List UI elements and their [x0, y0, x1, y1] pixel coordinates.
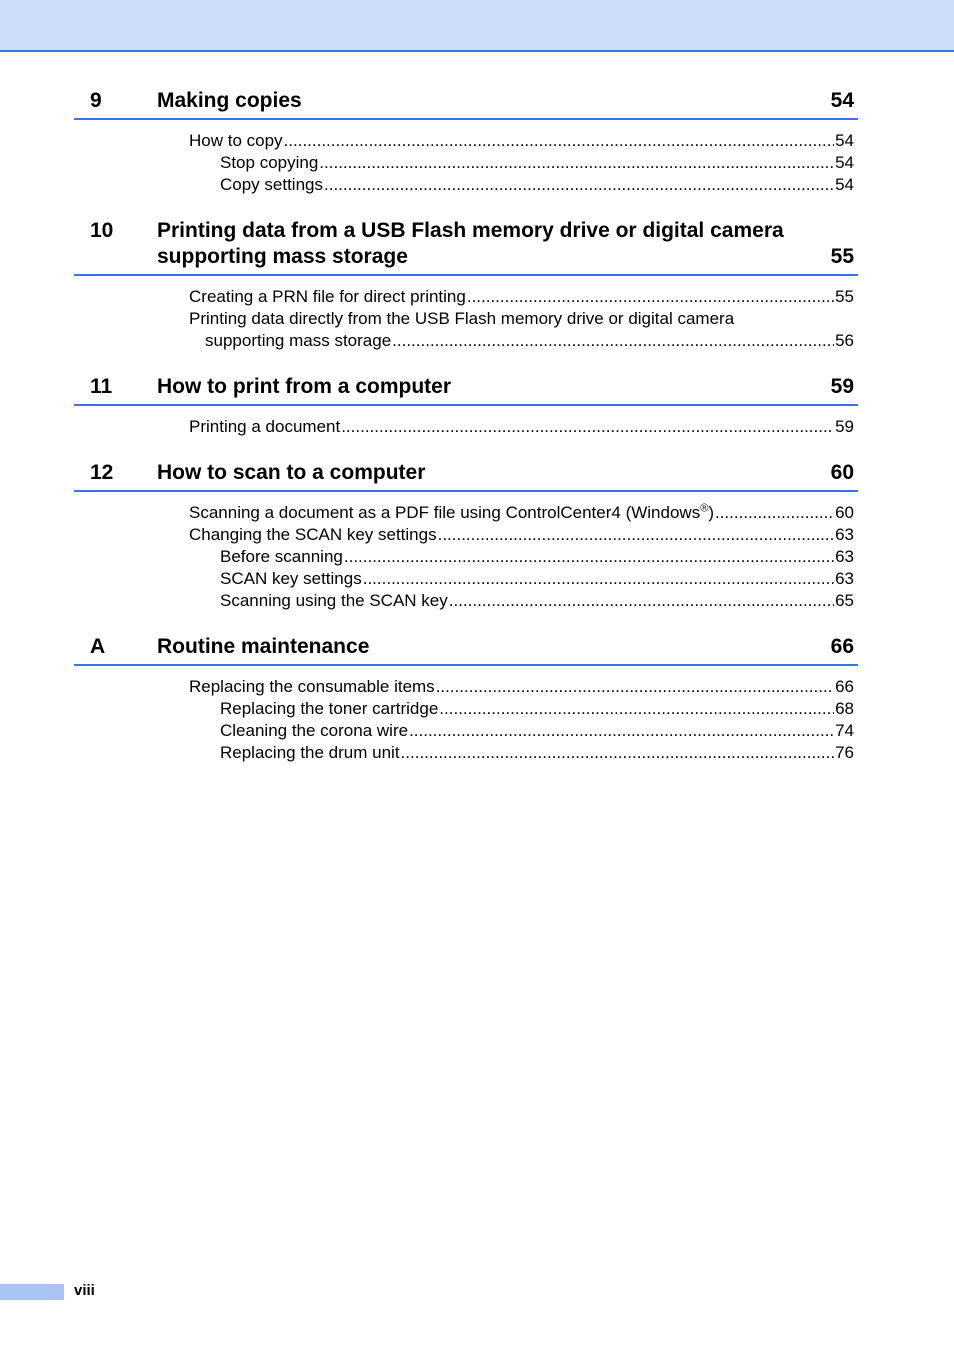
- chapter-heading: [74, 88, 858, 120]
- table-of-contents: [74, 88, 858, 786]
- chapter-page: 54: [830, 89, 854, 112]
- chapter-heading: [74, 218, 858, 276]
- chapter-title[interactable]: Making copies: [157, 89, 302, 112]
- toc-entry[interactable]: How to copy ..... 54: [74, 130, 858, 152]
- chapter-10: [74, 218, 858, 352]
- page-number: viii: [74, 1282, 95, 1299]
- chapter-12: [74, 460, 858, 612]
- toc-entry[interactable]: SCAN key settings ..... 63: [74, 568, 858, 590]
- chapter-9: [74, 88, 858, 196]
- toc-entry[interactable]: Scanning a document as a PDF file using ControlCenter4 (Windows®) ..... 60: [74, 502, 858, 524]
- toc-entry[interactable]: Printing a document ..... 59: [74, 416, 858, 438]
- toc-entry[interactable]: Replacing the consumable items ..... 66: [74, 676, 858, 698]
- chapter-page: 59: [830, 375, 854, 398]
- toc-entry[interactable]: Stop copying ..... 54: [74, 152, 858, 174]
- header-band: [0, 0, 954, 52]
- chapter-number: 10: [90, 219, 114, 242]
- chapter-page: 60: [830, 461, 854, 484]
- chapter-title-line2[interactable]: supporting mass storage: [157, 245, 408, 268]
- chapter-11: [74, 374, 858, 438]
- chapter-title[interactable]: How to scan to a computer: [157, 461, 426, 484]
- chapter-heading: [74, 460, 858, 492]
- toc-entry[interactable]: Changing the SCAN key settings ..... 63: [74, 524, 858, 546]
- chapter-heading: [74, 374, 858, 406]
- chapter-title[interactable]: Printing data from a USB Flash memory drive or digital camera: [157, 219, 784, 242]
- toc-entry[interactable]: Before scanning ..... 63: [74, 546, 858, 568]
- toc-entry[interactable]: Printing data directly from the USB Flash memory drive or digital camera supporting mass storage ..... 56: [74, 308, 858, 352]
- chapter-page: 66: [830, 635, 854, 658]
- chapter-page: 55: [830, 245, 854, 268]
- toc-entry[interactable]: Replacing the toner cartridge ..... 68: [74, 698, 858, 720]
- toc-entry[interactable]: Scanning using the SCAN key ..... 65: [74, 590, 858, 612]
- chapter-title[interactable]: Routine maintenance: [157, 635, 370, 658]
- toc-entry[interactable]: Creating a PRN file for direct printing ..... 55: [74, 286, 858, 308]
- chapter-number: 12: [90, 461, 114, 484]
- toc-entry[interactable]: Replacing the drum unit ..... 76: [74, 742, 858, 764]
- toc-entry[interactable]: Copy settings ..... 54: [74, 174, 858, 196]
- appendix-a: [74, 634, 858, 764]
- chapter-number: 11: [90, 375, 113, 398]
- chapter-title[interactable]: How to print from a computer: [157, 375, 451, 398]
- chapter-heading: [74, 634, 858, 666]
- chapter-number: 9: [90, 89, 102, 112]
- toc-entry[interactable]: Cleaning the corona wire ..... 74: [74, 720, 858, 742]
- footer-tab: [0, 1284, 64, 1300]
- chapter-number: A: [90, 635, 106, 658]
